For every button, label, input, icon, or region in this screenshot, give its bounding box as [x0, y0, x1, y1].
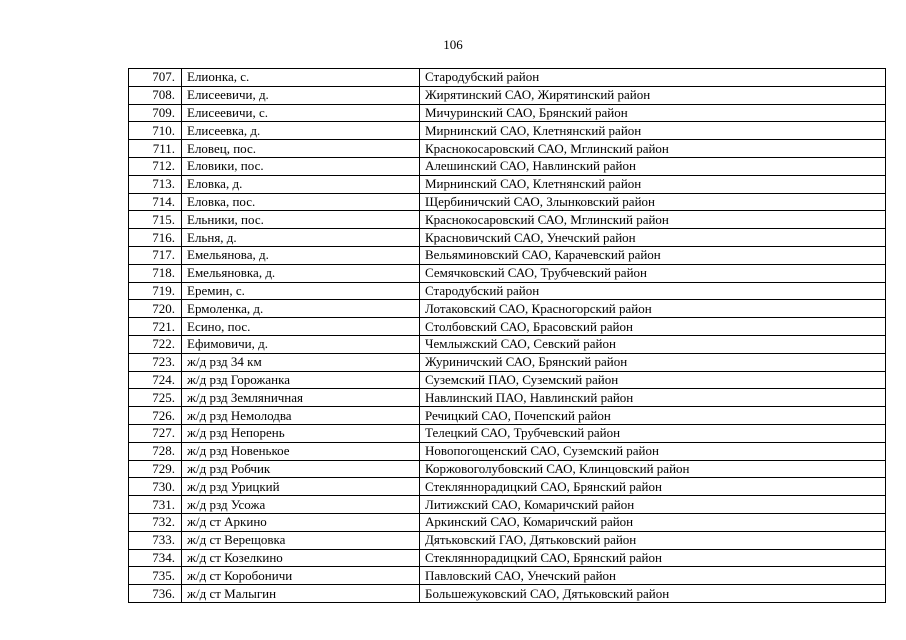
table-row — [129, 353, 886, 371]
row-number-cell: 723. — [129, 353, 182, 371]
table-row — [129, 86, 886, 104]
row-number-cell: 725. — [129, 389, 182, 407]
row-number-cell: 712. — [129, 157, 182, 175]
table-row — [129, 193, 886, 211]
administrative-area-cell: Вельяминовский САО, Карачевский район — [420, 246, 886, 264]
administrative-area-cell: Большежуковский САО, Дятьковский район — [420, 585, 886, 603]
table-row — [129, 424, 886, 442]
administrative-area-cell: Лотаковский САО, Красногорский район — [420, 300, 886, 318]
row-number-cell: 717. — [129, 246, 182, 264]
settlement-name-cell: ж/д ст Малыгин — [182, 585, 420, 603]
table-row — [129, 318, 886, 336]
table-row — [129, 104, 886, 122]
row-number-cell: 736. — [129, 585, 182, 603]
settlement-name-cell: Елионка, с. — [182, 69, 420, 87]
administrative-area-cell: Дятьковский ГАО, Дятьковский район — [420, 531, 886, 549]
row-number-cell: 710. — [129, 122, 182, 140]
settlement-name-cell: Еловка, д. — [182, 175, 420, 193]
settlement-name-cell: Есино, пос. — [182, 318, 420, 336]
table-row — [129, 567, 886, 585]
administrative-area-cell: Алешинский САО, Навлинский район — [420, 157, 886, 175]
settlement-name-cell: Елисеевичи, д. — [182, 86, 420, 104]
row-number-cell: 728. — [129, 442, 182, 460]
settlement-name-cell: ж/д рзд 34 км — [182, 353, 420, 371]
administrative-area-cell: Щербиничский САО, Злынковский район — [420, 193, 886, 211]
row-number-cell: 707. — [129, 69, 182, 87]
settlement-name-cell: Ельники, пос. — [182, 211, 420, 229]
table-row — [129, 460, 886, 478]
administrative-area-cell: Семячковский САО, Трубчевский район — [420, 264, 886, 282]
settlement-name-cell: ж/д ст Козелкино — [182, 549, 420, 567]
row-number-cell: 719. — [129, 282, 182, 300]
settlement-name-cell: ж/д рзд Немолодва — [182, 407, 420, 425]
table-row — [129, 389, 886, 407]
settlement-name-cell: ж/д рзд Земляничная — [182, 389, 420, 407]
settlement-name-cell: ж/д рзд Робчик — [182, 460, 420, 478]
administrative-area-cell: Навлинский ПАО, Навлинский район — [420, 389, 886, 407]
page-number: 106 — [443, 37, 463, 52]
settlement-name-cell: ж/д рзд Непорень — [182, 424, 420, 442]
table-row — [129, 442, 886, 460]
row-number-cell: 711. — [129, 140, 182, 158]
settlements-table — [128, 68, 886, 603]
table-row — [129, 585, 886, 603]
row-number-cell: 713. — [129, 175, 182, 193]
settlement-name-cell: ж/д рзд Горожанка — [182, 371, 420, 389]
administrative-area-cell: Суземский ПАО, Суземский район — [420, 371, 886, 389]
administrative-area-cell: Чемлыжский САО, Севский район — [420, 335, 886, 353]
table-row — [129, 264, 886, 282]
row-number-cell: 732. — [129, 513, 182, 531]
administrative-area-cell: Мичуринский САО, Брянский район — [420, 104, 886, 122]
table-row — [129, 513, 886, 531]
table-row — [129, 140, 886, 158]
administrative-area-cell: Краснокосаровский САО, Мглинский район — [420, 211, 886, 229]
administrative-area-cell: Жирятинский САО, Жирятинский район — [420, 86, 886, 104]
administrative-area-cell: Телецкий САО, Трубчевский район — [420, 424, 886, 442]
settlement-name-cell: Емельяновка, д. — [182, 264, 420, 282]
settlement-name-cell: ж/д ст Коробоничи — [182, 567, 420, 585]
row-number-cell: 734. — [129, 549, 182, 567]
settlement-name-cell: Еловики, пос. — [182, 157, 420, 175]
table-row — [129, 211, 886, 229]
table-row — [129, 175, 886, 193]
settlement-name-cell: ж/д ст Верещовка — [182, 531, 420, 549]
row-number-cell: 727. — [129, 424, 182, 442]
row-number-cell: 709. — [129, 104, 182, 122]
administrative-area-cell: Павловский САО, Унечский район — [420, 567, 886, 585]
table-row — [129, 496, 886, 514]
administrative-area-cell: Речицкий САО, Почепский район — [420, 407, 886, 425]
administrative-area-cell: Аркинский САО, Комаричский район — [420, 513, 886, 531]
row-number-cell: 714. — [129, 193, 182, 211]
table-row — [129, 246, 886, 264]
table-row — [129, 157, 886, 175]
administrative-area-cell: Краснокосаровский САО, Мглинский район — [420, 140, 886, 158]
administrative-area-cell: Мирнинский САО, Клетнянский район — [420, 175, 886, 193]
settlement-name-cell: ж/д рзд Урицкий — [182, 478, 420, 496]
row-number-cell: 721. — [129, 318, 182, 336]
settlement-name-cell: ж/д рзд Новенькое — [182, 442, 420, 460]
row-number-cell: 716. — [129, 229, 182, 247]
settlement-name-cell: Ермоленка, д. — [182, 300, 420, 318]
administrative-area-cell: Стародубский район — [420, 69, 886, 87]
table-row — [129, 371, 886, 389]
row-number-cell: 735. — [129, 567, 182, 585]
row-number-cell: 720. — [129, 300, 182, 318]
settlement-name-cell: ж/д ст Аркино — [182, 513, 420, 531]
row-number-cell: 708. — [129, 86, 182, 104]
row-number-cell: 733. — [129, 531, 182, 549]
table-row — [129, 122, 886, 140]
administrative-area-cell: Стекляннорадицкий САО, Брянский район — [420, 478, 886, 496]
administrative-area-cell: Стародубский район — [420, 282, 886, 300]
table-row — [129, 531, 886, 549]
administrative-area-cell: Журиничский САО, Брянский район — [420, 353, 886, 371]
settlement-name-cell: ж/д рзд Усожа — [182, 496, 420, 514]
administrative-area-cell: Новопогощенский САО, Суземский район — [420, 442, 886, 460]
table-row — [129, 478, 886, 496]
administrative-area-cell: Столбовский САО, Брасовский район — [420, 318, 886, 336]
administrative-area-cell: Стекляннорадицкий САО, Брянский район — [420, 549, 886, 567]
row-number-cell: 724. — [129, 371, 182, 389]
row-number-cell: 731. — [129, 496, 182, 514]
row-number-cell: 715. — [129, 211, 182, 229]
administrative-area-cell: Красновичский САО, Унечский район — [420, 229, 886, 247]
row-number-cell: 730. — [129, 478, 182, 496]
settlement-name-cell: Еремин, с. — [182, 282, 420, 300]
settlement-name-cell: Елисеевичи, с. — [182, 104, 420, 122]
administrative-area-cell: Литижский САО, Комаричский район — [420, 496, 886, 514]
administrative-area-cell: Мирнинский САО, Клетнянский район — [420, 122, 886, 140]
row-number-cell: 726. — [129, 407, 182, 425]
settlement-name-cell: Еловец, пос. — [182, 140, 420, 158]
settlement-name-cell: Елисеевка, д. — [182, 122, 420, 140]
settlement-name-cell: Ефимовичи, д. — [182, 335, 420, 353]
table-row — [129, 229, 886, 247]
administrative-area-cell: Коржовоголубовский САО, Клинцовский район — [420, 460, 886, 478]
row-number-cell: 718. — [129, 264, 182, 282]
settlement-name-cell: Ельня, д. — [182, 229, 420, 247]
settlement-name-cell: Еловка, пос. — [182, 193, 420, 211]
table-row — [129, 282, 886, 300]
settlement-name-cell: Емельянова, д. — [182, 246, 420, 264]
row-number-cell: 729. — [129, 460, 182, 478]
table-row — [129, 335, 886, 353]
row-number-cell: 722. — [129, 335, 182, 353]
table-row — [129, 407, 886, 425]
table-row — [129, 549, 886, 567]
table-row — [129, 300, 886, 318]
table-body — [129, 69, 886, 603]
table-row — [129, 69, 886, 87]
